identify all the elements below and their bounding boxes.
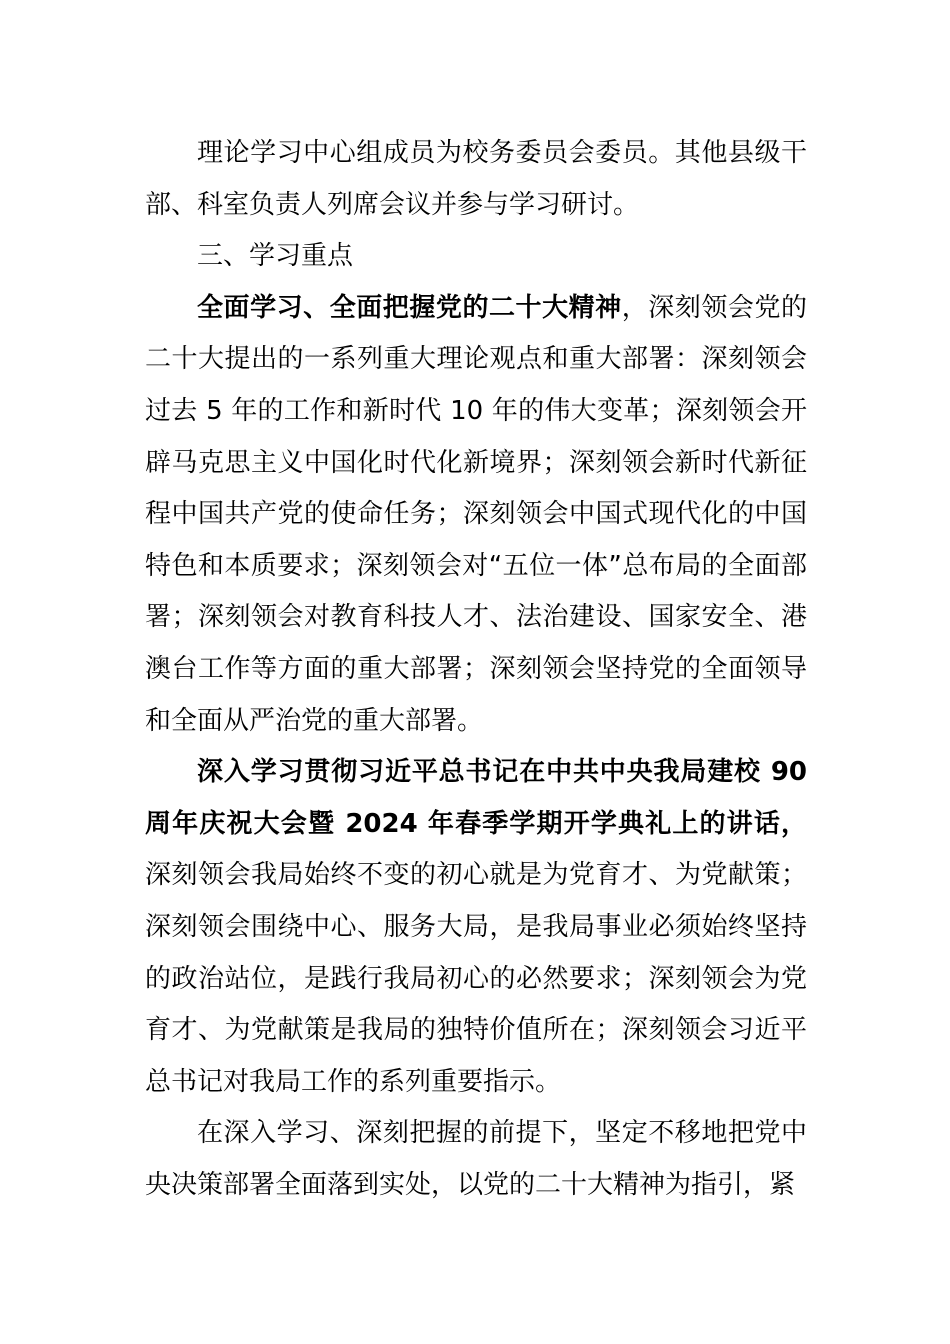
paragraph-implementation-text: 在深入学习、深刻把握的前提下，坚定不移地把党中央决策部署全面落到实处，以党的二十大精神为指引，紧 xyxy=(145,1118,807,1200)
paragraph-twentieth-congress xyxy=(145,283,807,747)
paragraph-members-text: 理论学习中心组成员为校务委员会委员。其他县级干部、科室负责人列席会议并参与学习研讨。 xyxy=(145,138,807,220)
paragraph-twentieth-congress-lead: 全面学习、全面把握党的二十大精神 xyxy=(197,292,622,323)
paragraph-speech-study-text: 深刻领会我局始终不变的初心就是为党育才、为党献策；深刻领会围绕中心、服务大局，是我局事业必须始终坚持的政治站位，是践行我局初心的必然要求；深刻领会为党育才、为党献策是我局的独特价值所在；深刻领会习近平总书记对我局工作的系列重要指示。 xyxy=(145,860,807,1097)
document-body xyxy=(145,128,807,1211)
paragraph-members xyxy=(145,128,807,231)
paragraph-speech-study-lead: 深入学习贯彻习近平总书记在中共中央我局建校 90 周年庆祝大会暨 2024 年春季学期开学典礼上的讲话， xyxy=(145,757,807,839)
paragraph-implementation xyxy=(145,1108,807,1211)
section-heading-study-focus xyxy=(145,231,807,283)
paragraph-speech-study xyxy=(145,747,807,1108)
paragraph-twentieth-congress-text: ，深刻领会党的二十大提出的一系列重大理论观点和重大部署：深刻领会过去 5 年的工作和新时代 10 年的伟大变革；深刻领会开辟马克思主义中国化时代化新境界；深刻领会新时代新征程中国共产党的使命任务；深刻领会中国式现代化的中国特色和本质要求；深刻领会对“五位一体”总布局的全面部署；深刻领会对教育科技人才、法治建设、国家安全、港澳台工作等方面的重大部署；深刻领会坚持党的全面领导和全面从严治党的重大部署。 xyxy=(145,292,807,736)
section-heading-text: 三、学习重点 xyxy=(197,241,354,272)
